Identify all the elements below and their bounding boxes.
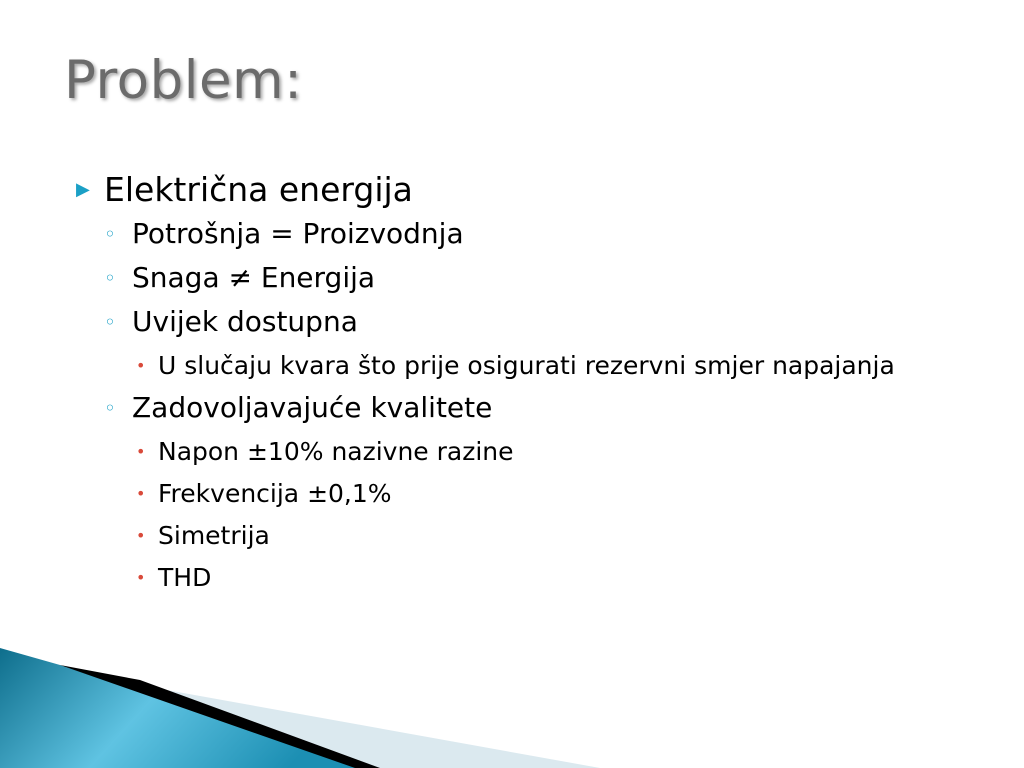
slide-title: Problem: [64,50,303,111]
list-item [76,260,956,296]
list-item-text: U slučaju kvara što prije osigurati rezervni smjer napajanja [158,351,895,380]
list-item-text: Zadovoljavajuće kvalitete [132,391,493,424]
list-item [76,348,898,384]
bullet-list [76,168,956,602]
list-item-text: Električna energija [104,170,413,209]
circle-outline-icon: ◦ [104,310,116,334]
dot-icon: • [136,526,146,545]
dot-icon: • [136,442,146,461]
list-item [76,216,956,252]
list-item-text: Potrošnja = Proizvodnja [132,217,464,250]
circle-outline-icon: ◦ [104,266,116,290]
list-item [76,168,956,212]
list-item [76,304,956,340]
dot-icon: • [136,568,146,587]
triangle-right-icon: ▶ [76,179,90,200]
circle-outline-icon: ◦ [104,222,116,246]
list-item [76,390,956,426]
list-item [76,476,898,512]
list-item-text: Simetrija [158,521,270,550]
list-item [76,560,898,596]
list-item-text: Snaga ≠ Energija [132,261,376,294]
list-item-text: Napon ±10% nazivne razine [158,437,514,466]
dot-icon: • [136,484,146,503]
list-item-text: Frekvencija ±0,1% [158,479,392,508]
list-item-text: Uvijek dostupna [132,305,358,338]
list-item [76,434,898,470]
list-item [76,518,898,554]
circle-outline-icon: ◦ [104,396,116,420]
list-item-text: THD [158,563,212,592]
dot-icon: • [136,356,146,375]
